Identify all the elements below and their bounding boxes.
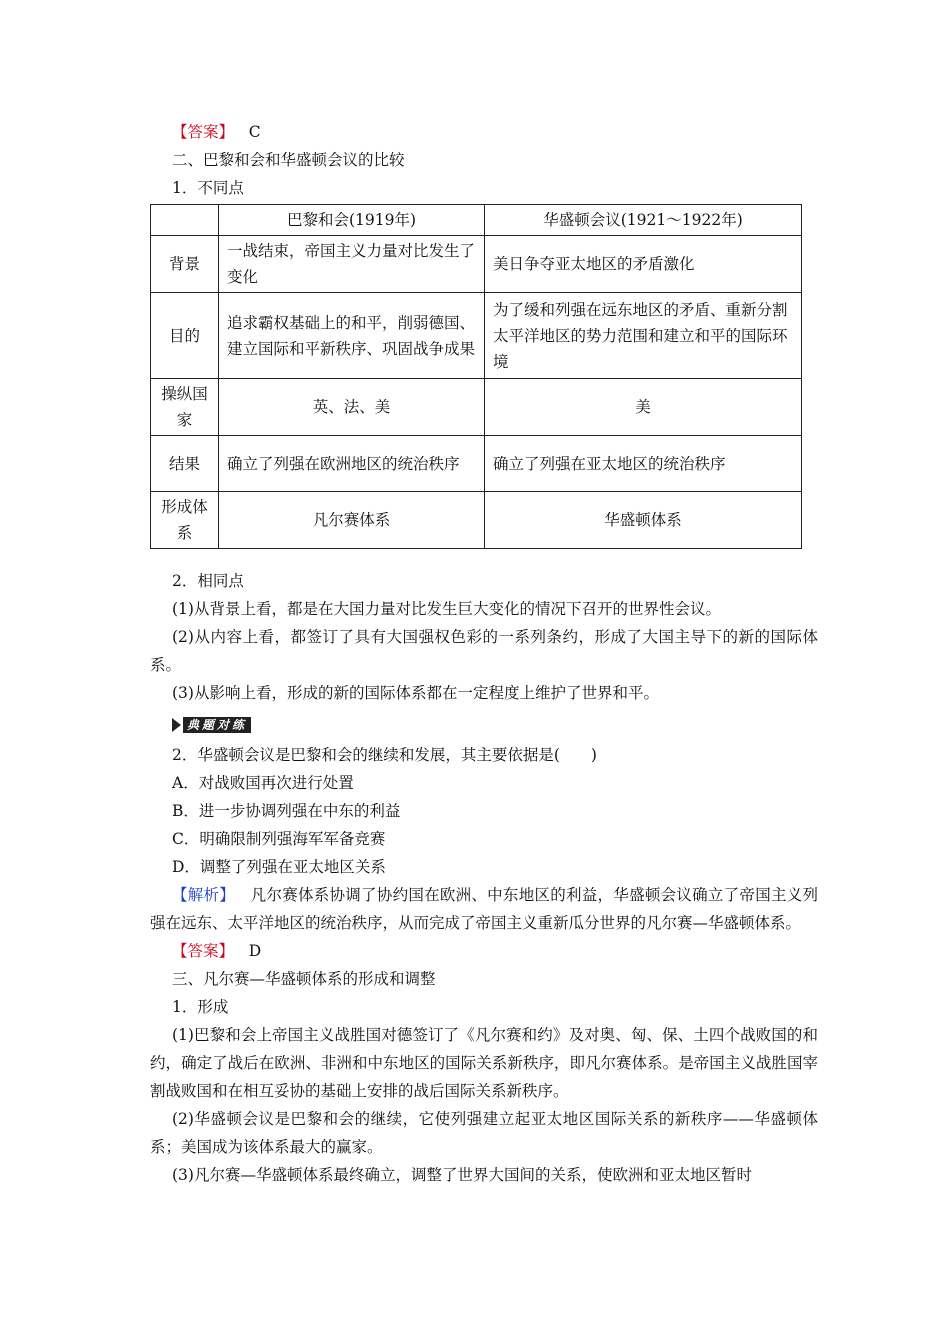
question-option: A．对战败国再次进行处置: [172, 774, 354, 792]
question-option: B．进一步协调列强在中东的利益: [172, 802, 401, 820]
table-cell: 美日争夺亚太地区的矛盾激化: [485, 236, 802, 293]
triangle-icon: [172, 718, 181, 732]
practice-label: 典题对练: [183, 717, 251, 733]
section-title: 二、巴黎和会和华盛顿会议的比较: [172, 151, 405, 169]
answer-tag: 【答案】: [172, 942, 235, 960]
subsection-title: 2．相同点: [172, 572, 244, 590]
table-cell: 美: [485, 379, 802, 436]
subsection-title: 1．不同点: [172, 179, 244, 197]
answer-line-1: [150, 118, 818, 146]
answer-line-2: [150, 937, 818, 965]
table-header-cell: 华盛顿会议(1921～1922年): [485, 205, 802, 236]
table-row: [151, 379, 802, 436]
table-cell: 英、法、美: [219, 379, 485, 436]
practice-label-bar: [172, 716, 251, 734]
row-label: 结果: [151, 436, 219, 492]
row-label: 操纵国家: [151, 379, 219, 436]
comparison-table: [150, 204, 802, 549]
paragraph: (1)巴黎和会上帝国主义战胜国对德签订了《凡尔赛和约》及对奥、匈、保、土四个战败国的和约，确定了战后在欧洲、非洲和中东地区的国际关系新秩序，即凡尔赛体系。是帝国主义战胜国宰割战败国和在相互妥协的基础上安排的战后国际关系新秩序。: [150, 1026, 818, 1100]
paragraph: (3)凡尔赛—华盛顿体系最终确立，调整了世界大国间的关系，使欧洲和亚太地区暂时: [172, 1166, 752, 1184]
question-option: D．调整了列强在亚太地区关系: [172, 858, 386, 876]
answer-value: D: [248, 942, 262, 960]
answer-value: C: [248, 123, 261, 141]
question-option: C．明确限制列强海军军备竞赛: [172, 830, 386, 848]
paragraph: (1)从背景上看，都是在大国力量对比发生巨大变化的情况下召开的世界性会议。: [172, 600, 721, 618]
paragraph: (2)华盛顿会议是巴黎和会的继续，它使列强建立起亚太地区国际关系的新秩序——华盛顿体系；美国成为该体系最大的赢家。: [150, 1110, 818, 1156]
section-title: 三、凡尔赛—华盛顿体系的形成和调整: [172, 970, 436, 988]
row-label: 目的: [151, 293, 219, 379]
table-row: [151, 436, 802, 492]
table-cell: 一战结束，帝国主义力量对比发生了变化: [219, 236, 485, 293]
answer-tag: 【答案】: [172, 123, 235, 141]
table-cell: 确立了列强在亚太地区的统治秩序: [485, 436, 802, 492]
document-page: [150, 118, 818, 1189]
table-cell: 追求霸权基础上的和平，削弱德国、建立国际和平新秩序、巩固战争成果: [219, 293, 485, 379]
analysis-tag: 【解析】: [172, 886, 236, 904]
table-row: [151, 293, 802, 379]
row-label: 背景: [151, 236, 219, 293]
table-header-cell: [151, 205, 219, 236]
table-cell: 凡尔赛体系: [219, 492, 485, 549]
paragraph: (2)从内容上看，都签订了具有大国强权色彩的一系列条约，形成了大国主导下的新的国际体系。: [150, 628, 818, 674]
table-header-row: [151, 205, 802, 236]
table-cell: 华盛顿体系: [485, 492, 802, 549]
table-row: [151, 236, 802, 293]
question-stem: 2．华盛顿会议是巴黎和会的继续和发展，其主要依据是( ): [172, 746, 597, 764]
subsection-title: 1．形成: [172, 998, 229, 1016]
analysis-text: 凡尔赛体系协调了协约国在欧洲、中东地区的利益，华盛顿会议确立了帝国主义列强在远东、太平洋地区的统治秩序，从而完成了帝国主义重新瓜分世界的凡尔赛—华盛顿体系。: [150, 886, 818, 932]
paragraph: (3)从影响上看，形成的新的国际体系都在一定程度上维护了世界和平。: [172, 684, 659, 702]
analysis-paragraph: [150, 881, 818, 937]
table-header-cell: 巴黎和会(1919年): [219, 205, 485, 236]
row-label: 形成体系: [151, 492, 219, 549]
table-row: [151, 492, 802, 549]
table-cell: 为了缓和列强在远东地区的矛盾、重新分割太平洋地区的势力范围和建立和平的国际环境: [485, 293, 802, 379]
table-cell: 确立了列强在欧洲地区的统治秩序: [219, 436, 485, 492]
